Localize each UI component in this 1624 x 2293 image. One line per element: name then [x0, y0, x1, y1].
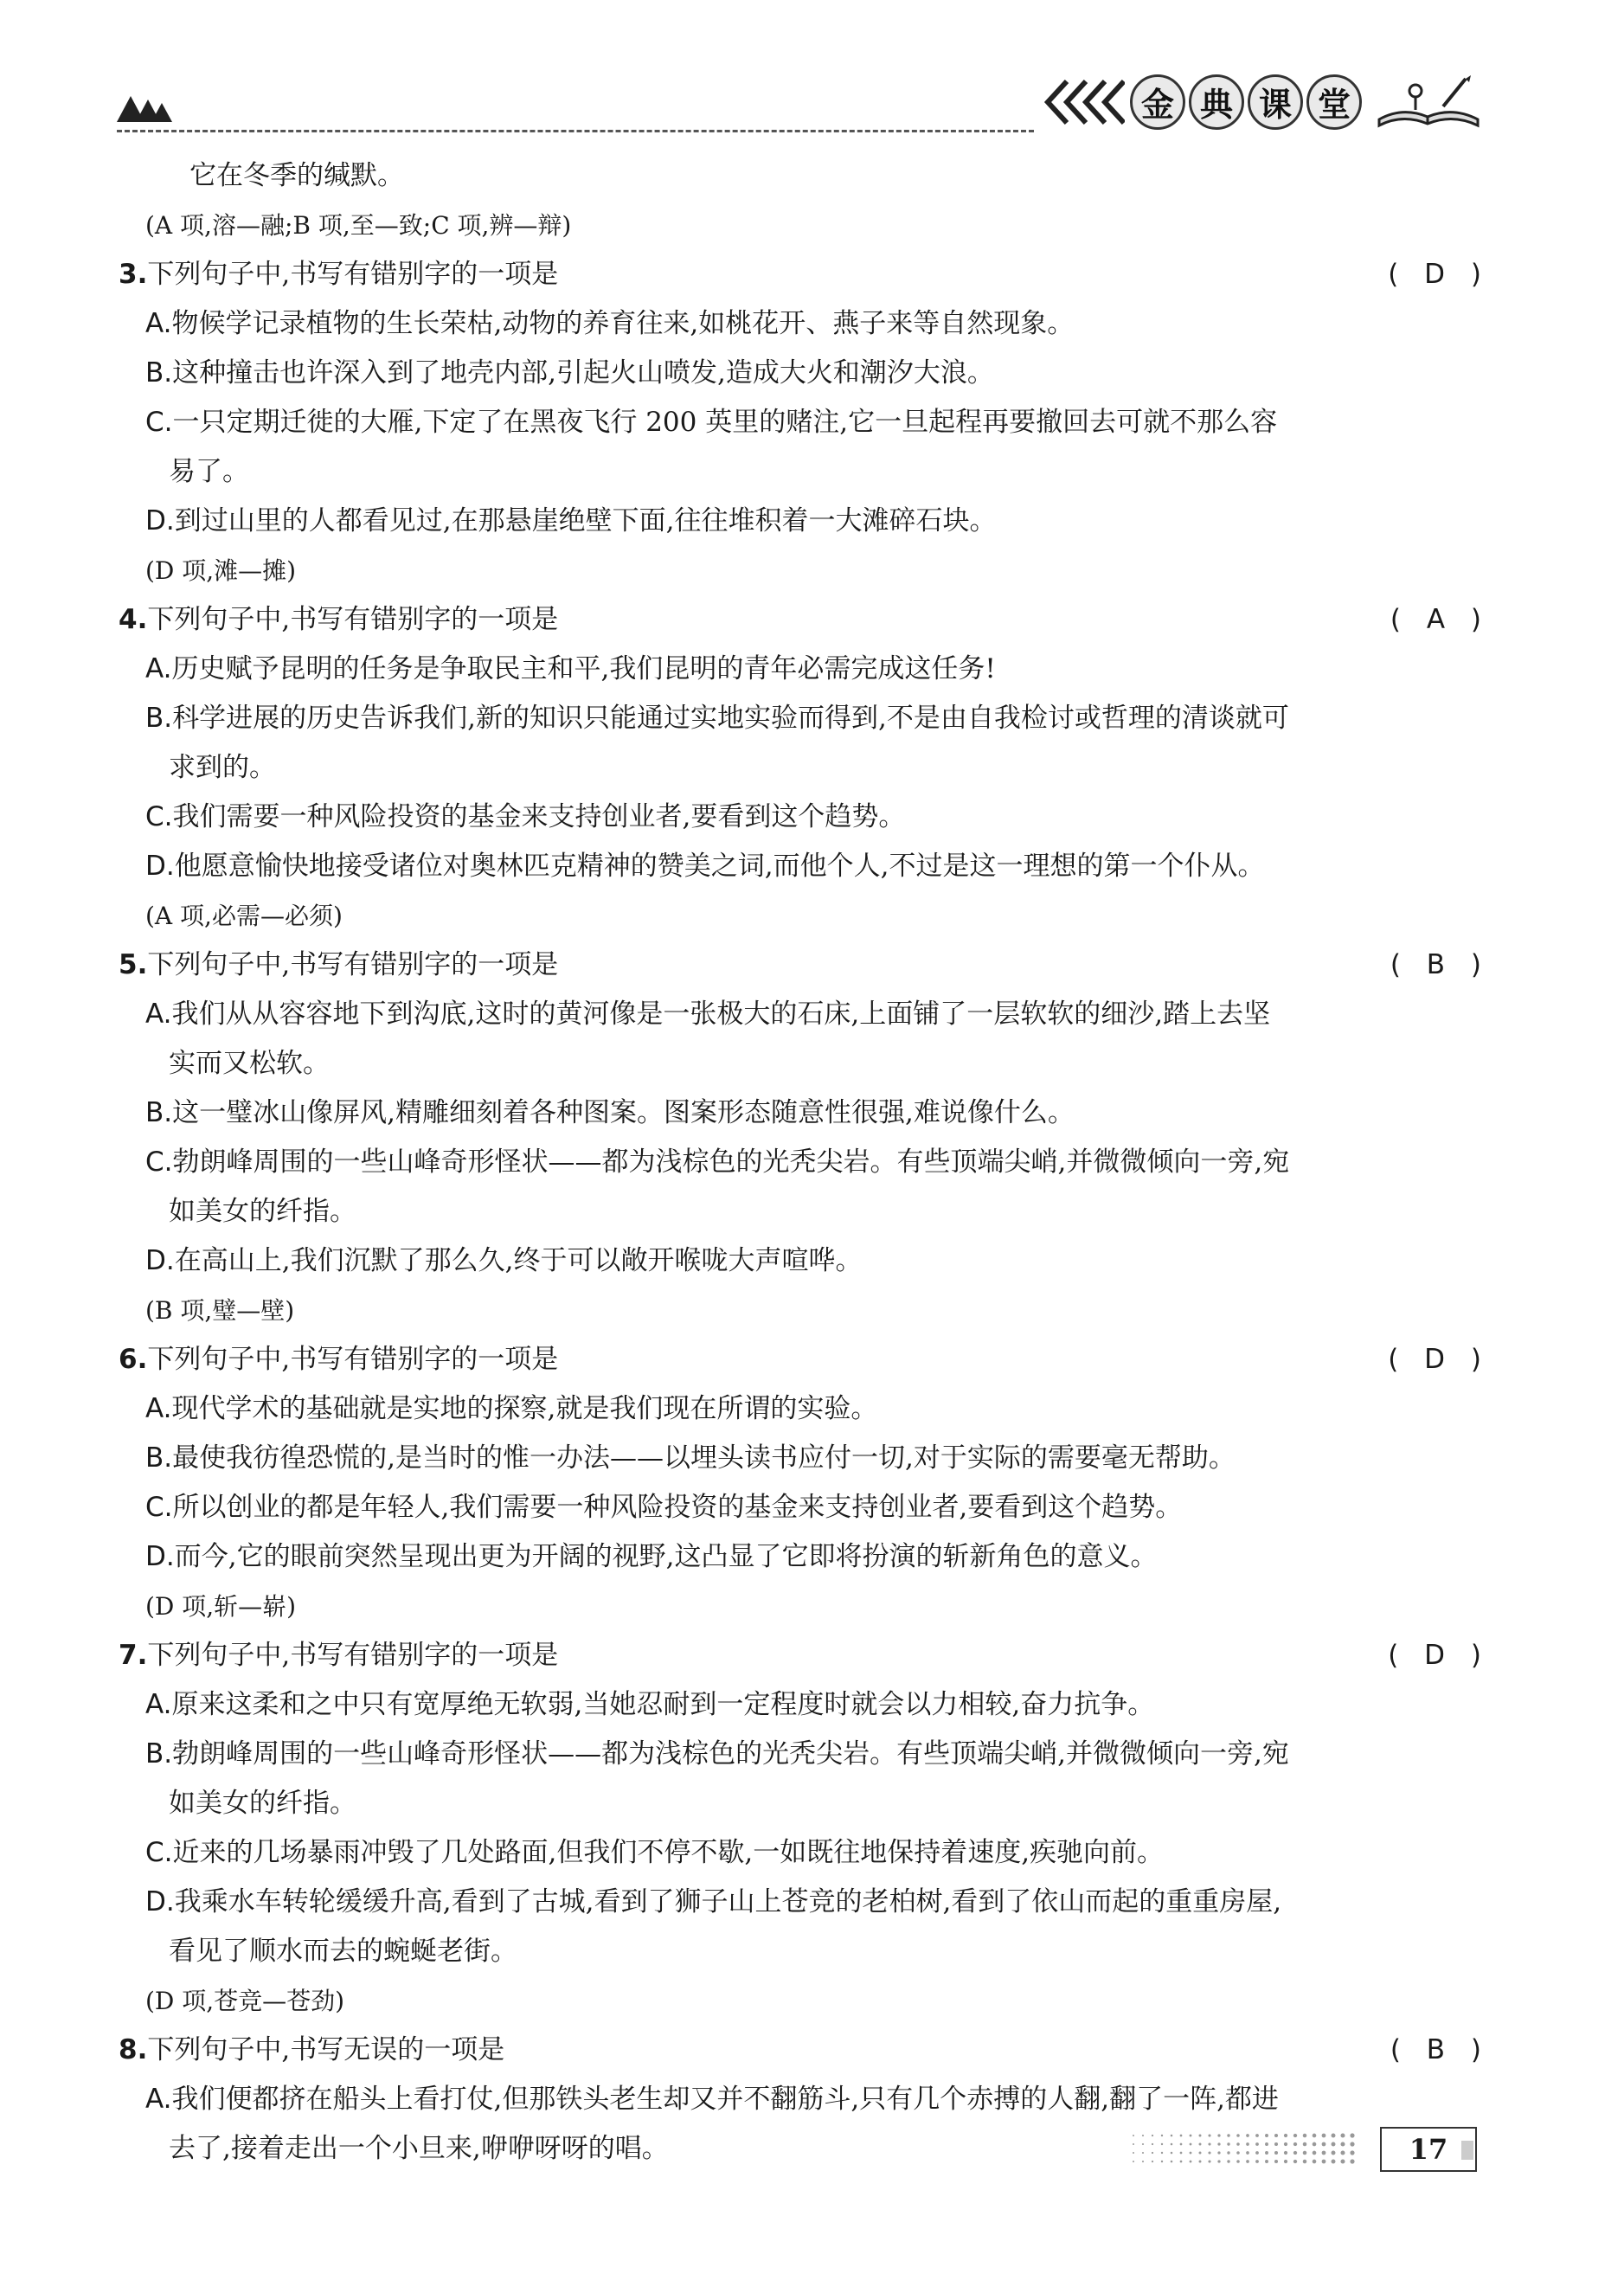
footer-dot	[1340, 2142, 1345, 2146]
footer-dot	[1199, 2161, 1202, 2163]
footer-dot	[1217, 2160, 1220, 2162]
question-stem	[119, 2026, 1490, 2075]
footer-dot	[1208, 2134, 1210, 2136]
option-text: 我们便都挤在船头上看打仗,但那铁头老生却又并不翻筋斗,只有几个赤搏的人翻,翻了一阵,都进	[171, 2084, 1279, 2115]
footer-dot	[1284, 2142, 1287, 2146]
page-tab-marker	[1461, 2141, 1473, 2160]
footer-dot	[1180, 2143, 1183, 2146]
brand-title	[1130, 74, 1362, 130]
answer-explanation	[119, 1976, 1490, 2026]
continuation-text	[119, 151, 1490, 201]
footer-dot	[1255, 2160, 1259, 2163]
footer-dot	[1340, 2150, 1345, 2155]
option-letter: B.	[145, 1442, 173, 1474]
option-text: 勃朗峰周围的一些山峰奇形怪状——都为浅棕色的光秃尖岩。有些顶端尖峭,并微微倾向一旁,宛	[172, 1146, 1290, 1178]
footer-dot	[1274, 2142, 1278, 2146]
continuation-line: 实而又松软。	[169, 1048, 330, 1079]
question-content	[119, 151, 1490, 2174]
footer-dot	[1199, 2152, 1202, 2155]
brand-logo	[1043, 65, 1485, 138]
explanation-text: (D 项,滩—摊)	[145, 556, 297, 585]
footer-dot	[1208, 2160, 1210, 2162]
footer-dot	[1246, 2151, 1249, 2155]
footer-dot	[1255, 2142, 1259, 2146]
footer-dot	[1313, 2160, 1317, 2164]
dot-pattern-decoration	[1125, 2130, 1367, 2168]
continuation-text	[119, 1187, 1490, 1236]
footer-dot	[1133, 2135, 1134, 2136]
footer-dot	[1133, 2161, 1134, 2162]
footer-dot	[1208, 2142, 1210, 2145]
continuation-line: 如美女的纤指。	[169, 1196, 356, 1227]
continuation-text	[119, 1779, 1490, 1828]
explanation-text: (A 项,必需—必须)	[145, 902, 343, 930]
question-text: 下列句子中,书写有错别字的一项是	[147, 949, 559, 980]
option-text: 近来的几场暴雨冲毁了几处路面,但我们不停不歇,一如既往地保持着速度,疾驰向前。	[172, 1837, 1165, 1868]
footer-dot	[1152, 2152, 1153, 2154]
answer-bracket: ( B )	[1390, 949, 1490, 980]
question-stem	[119, 595, 1490, 645]
question-number: 7.	[119, 1640, 148, 1671]
option-letter: C.	[145, 1492, 173, 1523]
answer-bracket: ( A )	[1390, 604, 1490, 635]
footer-dot	[1142, 2161, 1144, 2162]
option-text: 科学进展的历史告诉我们,新的知识只能通过实地实验而得到,不是由自我检讨或哲理的清谈就可	[172, 703, 1289, 734]
footer-dot	[1350, 2133, 1354, 2137]
footer-dot	[1255, 2151, 1259, 2155]
answer-explanation	[119, 201, 1490, 250]
footer-dot	[1180, 2161, 1183, 2163]
footer-dot	[1161, 2135, 1163, 2136]
answer-explanation	[119, 891, 1490, 941]
page-number-text: 17	[1409, 2133, 1448, 2166]
footer-dot	[1133, 2143, 1134, 2145]
brand-char: 金	[1130, 74, 1185, 130]
question-stem	[119, 1631, 1490, 1680]
explanation-text: (D 项,斩—崭)	[145, 1592, 297, 1621]
question-stem	[119, 250, 1490, 299]
question-text: 下列句子中,书写有错别字的一项是	[147, 259, 559, 290]
footer-dot	[1171, 2161, 1173, 2163]
continuation-text	[119, 1927, 1490, 1976]
answer-bracket: ( D )	[1388, 259, 1490, 290]
page-header	[0, 0, 1624, 147]
footer-dot	[1246, 2142, 1249, 2146]
footer-dot	[1255, 2134, 1259, 2137]
answer-option	[119, 1236, 1490, 1286]
option-letter: A.	[145, 1393, 172, 1424]
answer-option	[119, 1384, 1490, 1434]
footer-dot	[1313, 2134, 1317, 2138]
answer-option	[119, 1532, 1490, 1582]
explanation-text: (A 项,溶—融;B 项,至—致;C 项,辨—辩)	[145, 211, 572, 240]
footer-dot	[1322, 2134, 1326, 2138]
question-number: 8.	[119, 2034, 148, 2065]
explanation-text: (B 项,璧—壁)	[145, 1296, 295, 1325]
option-letter: C.	[145, 1146, 173, 1178]
option-text: 我们需要一种风险投资的基金来支持创业者,要看到这个趋势。	[172, 801, 906, 832]
footer-dot	[1322, 2160, 1326, 2164]
footer-dot	[1236, 2151, 1240, 2155]
brand-char: 典	[1189, 74, 1244, 130]
question-number: 4.	[119, 604, 148, 635]
footer-dot	[1265, 2134, 1268, 2137]
footer-dot	[1142, 2143, 1144, 2145]
option-text: 最使我彷徨恐慌的,是当时的惟一办法——以埋头读书应付一切,对于实际的需要毫无帮助。	[172, 1442, 1236, 1474]
footer-dot	[1350, 2159, 1354, 2163]
footer-dot	[1322, 2151, 1326, 2155]
question-number: 6.	[119, 1344, 148, 1375]
footer-dot	[1208, 2151, 1210, 2154]
question-number: 3.	[119, 259, 148, 290]
answer-option	[119, 497, 1490, 546]
question-text: 下列句子中,书写有错别字的一项是	[147, 1344, 559, 1375]
footer-dot	[1161, 2152, 1163, 2154]
footer-dot	[1190, 2161, 1192, 2163]
option-text: 这种撞击也许深入到了地壳内部,引起火山喷发,造成大火和潮汐大浪。	[172, 357, 994, 389]
question-stem	[119, 941, 1490, 990]
footer-dot	[1293, 2160, 1297, 2163]
footer-dot	[1274, 2151, 1278, 2155]
question-text: 下列句子中,书写无误的一项是	[147, 2034, 505, 2065]
continuation-text	[119, 447, 1490, 497]
answer-explanation	[119, 1286, 1490, 1335]
footer-dot	[1303, 2151, 1307, 2155]
footer-dot	[1180, 2152, 1183, 2155]
answer-option	[119, 1434, 1490, 1483]
continuation-line: 看见了顺水而去的蜿蜒老街。	[169, 1936, 517, 1967]
answer-option	[119, 645, 1490, 694]
footer-dot	[1190, 2152, 1192, 2155]
question-text: 下列句子中,书写有错别字的一项是	[147, 1640, 559, 1671]
option-text: 我乘水车转轮缓缓升高,看到了古城,看到了狮子山上苍竞的老柏树,看到了依山而起的重重房屋,	[174, 1886, 1282, 1917]
footer-dot	[1265, 2151, 1268, 2155]
option-letter: B.	[145, 357, 173, 389]
footer-dot	[1227, 2134, 1229, 2136]
footer-dot	[1340, 2159, 1345, 2163]
footer-dot	[1284, 2134, 1287, 2137]
option-text: 他愿意愉快地接受诸位对奥林匹克精神的赞美之词,而他个人,不过是这一理想的第一个仆从。	[174, 851, 1265, 882]
footer-dot	[1142, 2135, 1144, 2136]
footer-dot	[1217, 2142, 1220, 2145]
answer-bracket: ( D )	[1388, 1344, 1490, 1375]
answer-explanation	[119, 546, 1490, 595]
option-letter: D.	[145, 851, 175, 882]
answer-option	[119, 1828, 1490, 1878]
option-text: 所以创业的都是年轻人,我们需要一种风险投资的基金来支持创业者,要看到这个趋势。	[172, 1492, 1183, 1523]
question-number: 5.	[119, 949, 148, 980]
option-letter: A.	[145, 2084, 172, 2115]
answer-option	[119, 1730, 1490, 1779]
option-letter: B.	[145, 1097, 173, 1128]
footer-dot	[1152, 2135, 1153, 2136]
footer-dot	[1303, 2134, 1307, 2138]
footer-dot	[1236, 2160, 1240, 2163]
continuation-text	[119, 1039, 1490, 1089]
footer-dot	[1322, 2142, 1326, 2147]
footer-dot	[1246, 2134, 1249, 2137]
footer-dot	[1293, 2151, 1297, 2155]
option-letter: D.	[145, 1541, 175, 1572]
footer-dot	[1227, 2151, 1229, 2154]
footer-dot	[1227, 2160, 1229, 2162]
option-letter: A.	[145, 308, 172, 339]
answer-explanation	[119, 1582, 1490, 1631]
option-text: 原来这柔和之中只有宽厚绝无软弱,当她忍耐到一定程度时就会以力相较,奋力抗争。	[171, 1689, 1155, 1720]
footer-dot	[1332, 2151, 1336, 2155]
footer-dot	[1284, 2160, 1287, 2163]
answer-option	[119, 398, 1490, 447]
option-letter: C.	[145, 801, 173, 832]
option-letter: C.	[145, 407, 173, 438]
footer-dot	[1217, 2151, 1220, 2154]
footer-dot	[1265, 2142, 1268, 2146]
answer-option	[119, 299, 1490, 349]
answer-option	[119, 842, 1490, 891]
footer-dot	[1161, 2161, 1163, 2162]
header-dashed-rule	[117, 130, 1034, 132]
option-text: 这一璧冰山像屏风,精雕细刻着各种图案。图案形态随意性很强,难说像什么。	[172, 1097, 1075, 1128]
footer-dot	[1274, 2134, 1278, 2137]
answer-option	[119, 1680, 1490, 1730]
footer-dot	[1284, 2151, 1287, 2155]
option-text: 历史赋予昆明的任务是争取民主和平,我们昆明的青年必需完成这任务!	[171, 653, 996, 684]
brand-char: 课	[1248, 74, 1303, 130]
triangle-marks-icon	[117, 91, 177, 125]
footer-dot	[1161, 2143, 1163, 2145]
option-text: 一只定期迁徙的大雁,下定了在黑夜飞行 200 英里的赌注,它一旦起程再要撤回去可就不那么容	[172, 407, 1278, 438]
option-letter: B.	[145, 703, 173, 734]
footer-dot	[1133, 2152, 1134, 2154]
page-footer	[1125, 2120, 1488, 2181]
option-text: 现代学术的基础就是实地的探察,就是我们现在所谓的实验。	[171, 1393, 878, 1424]
answer-option	[119, 1483, 1490, 1532]
footer-dot	[1293, 2134, 1297, 2137]
footer-dot	[1190, 2143, 1192, 2146]
open-book-icon	[1372, 72, 1485, 132]
answer-option	[119, 694, 1490, 743]
continuation-text	[119, 743, 1490, 793]
footer-dot	[1265, 2160, 1268, 2163]
footer-dot	[1350, 2150, 1354, 2155]
option-letter: A.	[145, 999, 172, 1030]
footer-dot	[1303, 2160, 1307, 2164]
option-text: 到过山里的人都看见过,在那悬崖绝壁下面,往往堆积着一大滩碎石块。	[174, 505, 997, 536]
footer-dot	[1313, 2151, 1317, 2155]
footer-dot	[1152, 2143, 1153, 2145]
footer-dot	[1236, 2134, 1240, 2137]
footer-dot	[1236, 2142, 1240, 2146]
footer-dot	[1171, 2135, 1173, 2137]
question-stem	[119, 1335, 1490, 1384]
footer-dot	[1199, 2143, 1202, 2146]
chevrons-icon	[1043, 76, 1125, 128]
answer-option	[119, 349, 1490, 398]
explanation-text: (D 项,苍竞—苍劲)	[145, 1987, 345, 2015]
option-letter: B.	[145, 1738, 173, 1770]
question-text: 下列句子中,书写有错别字的一项是	[147, 604, 559, 635]
answer-option	[119, 1138, 1490, 1187]
footer-dot	[1303, 2142, 1307, 2147]
answer-bracket: ( B )	[1390, 2034, 1490, 2065]
footer-dot	[1190, 2135, 1192, 2137]
option-letter: A.	[145, 653, 172, 684]
footer-dot	[1293, 2142, 1297, 2146]
option-letter: C.	[145, 1837, 173, 1868]
footer-dot	[1171, 2152, 1173, 2155]
continuation-line: 它在冬季的缄默。	[189, 160, 404, 191]
footer-dot	[1332, 2142, 1336, 2147]
footer-dot	[1171, 2143, 1173, 2146]
footer-dot	[1199, 2135, 1202, 2137]
option-text: 在高山上,我们沉默了那么久,终于可以敞开喉咙大声喧哗。	[174, 1245, 863, 1276]
option-letter: D.	[145, 505, 175, 536]
answer-bracket: ( D )	[1388, 1640, 1490, 1671]
footer-dot	[1350, 2142, 1354, 2146]
answer-option	[119, 1878, 1490, 1927]
continuation-line: 如美女的纤指。	[169, 1788, 356, 1819]
footer-dot	[1332, 2134, 1336, 2138]
footer-dot	[1340, 2133, 1345, 2137]
continuation-line: 求到的。	[169, 752, 276, 783]
answer-option	[119, 2075, 1490, 2124]
option-text: 物候学记录植物的生长荣枯,动物的养育往来,如桃花开、燕子来等自然现象。	[171, 308, 1075, 339]
brand-char: 堂	[1306, 74, 1362, 130]
option-letter: A.	[145, 1689, 172, 1720]
footer-dot	[1180, 2135, 1183, 2137]
answer-option	[119, 793, 1490, 842]
footer-dot	[1227, 2142, 1229, 2145]
footer-dot	[1142, 2152, 1144, 2154]
footer-dot	[1152, 2161, 1153, 2162]
footer-dot	[1217, 2134, 1220, 2136]
option-letter: D.	[145, 1886, 175, 1917]
option-text: 而今,它的眼前突然呈现出更为开阔的视野,这凸显了它即将扮演的斩新角色的意义。	[174, 1541, 1158, 1572]
option-text: 我们从从容容地下到沟底,这时的黄河像是一张极大的石床,上面铺了一层软软的细沙,踏上去坚	[171, 999, 1271, 1030]
option-letter: D.	[145, 1245, 175, 1276]
option-text: 勃朗峰周围的一些山峰奇形怪状——都为浅棕色的光秃尖岩。有些顶端尖峭,并微微倾向一旁,宛	[172, 1738, 1289, 1770]
page-number	[1380, 2127, 1477, 2172]
footer-dot	[1274, 2160, 1278, 2163]
footer-dot	[1313, 2142, 1317, 2147]
answer-option	[119, 990, 1490, 1039]
answer-option	[119, 1089, 1490, 1138]
continuation-line: 去了,接着走出一个小旦来,咿咿呀呀的唱。	[169, 2133, 669, 2164]
footer-dot	[1332, 2160, 1336, 2164]
continuation-line: 易了。	[169, 456, 249, 487]
footer-dot	[1246, 2160, 1249, 2163]
